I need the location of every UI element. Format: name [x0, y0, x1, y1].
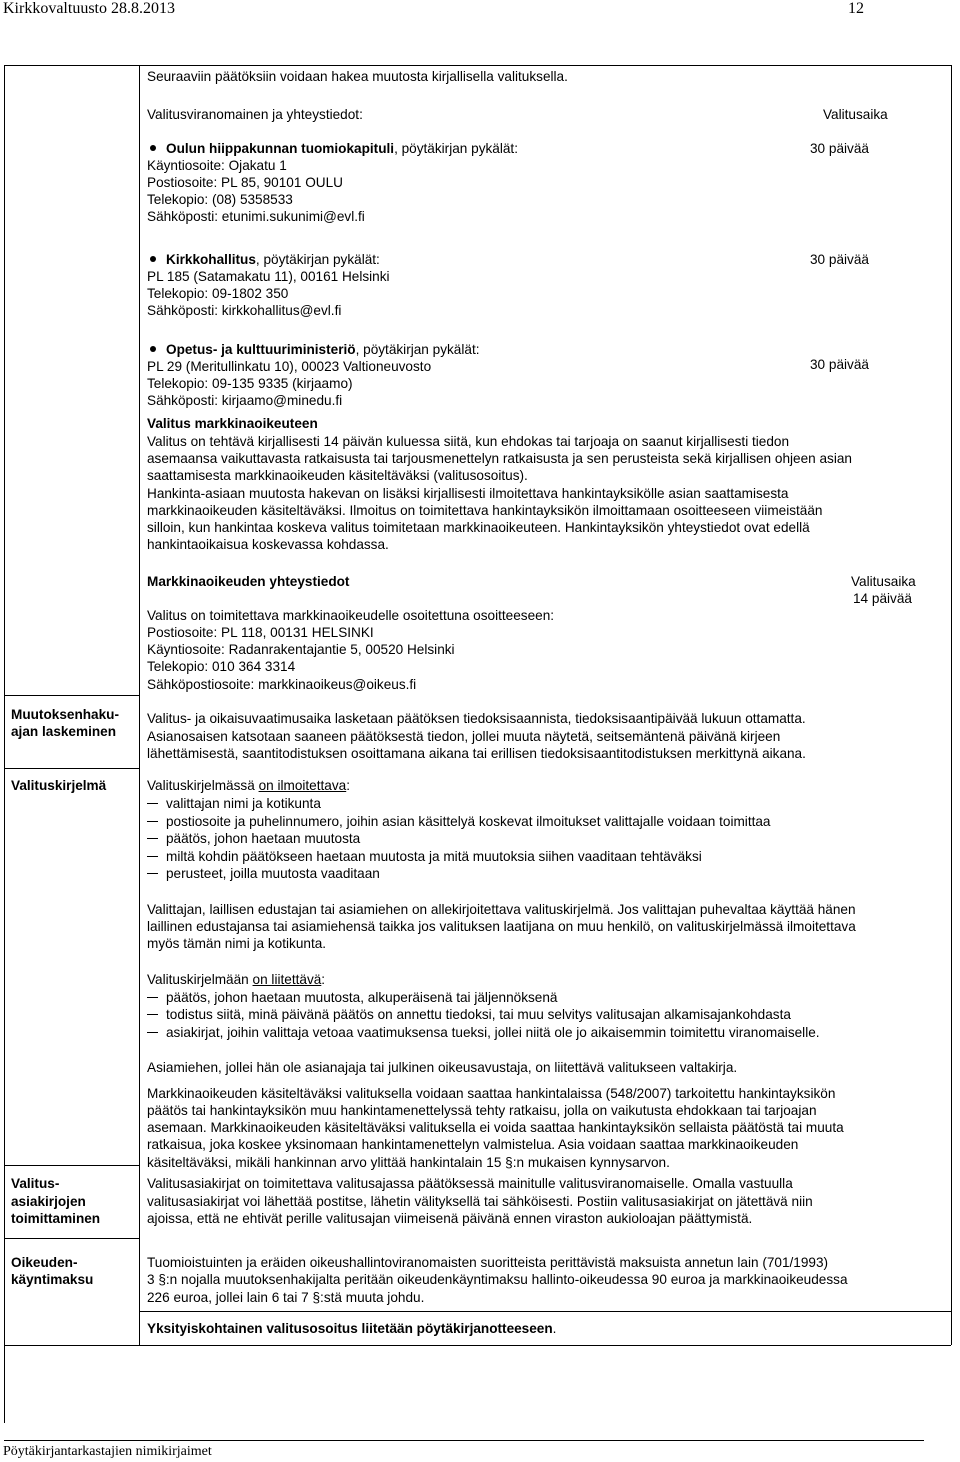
period-heading: Valitusaika — [823, 107, 888, 122]
letter-item: perusteet, joilla muutosta vaaditaan — [166, 866, 380, 881]
delivery-text-line: valitusasiakirjat voi lähettää postitse, lähetin välityksellä tai sähköisesti. Postiin valitusasiakirjat on jätettävä niin — [147, 1194, 813, 1209]
authority-suffix: , pöytäkirjan pykälät: — [355, 342, 480, 357]
delivery-text-line: ajoissa, että ne ehtivät perille valitusajan viimeisenä päivänä ennen viraston aukioloajan päättymistä. — [147, 1211, 753, 1226]
dash-icon — [147, 803, 158, 804]
delivery-label-line: asiakirjojen — [11, 1194, 86, 1209]
attachment-note-period: . — [552, 1321, 557, 1336]
market-heading: Valitus markkinaoikeuteen — [147, 416, 318, 431]
authority-suffix: , pöytäkirjan pykälät: — [255, 252, 380, 267]
market-text-line: Valitus on tehtävä kirjallisesti 14 päivän kuluessa siitä, kun ehdokas tai tarjoaja on saanut kirjallisesti tiedon — [147, 434, 790, 449]
fee-label-line: Oikeuden- — [11, 1255, 78, 1270]
dash-icon — [147, 856, 158, 857]
attach-intro-text: Valituskirjelmään — [147, 972, 253, 987]
letter-intro-underlined: on ilmoitettava — [258, 778, 347, 793]
letter-item: miltä kohdin päätökseen haetaan muutosta ja mitä muutoksia siihen vaaditaan tehtäväksi — [166, 849, 702, 864]
market-text-line: asemaansa vaikuttavasta ratkaisusta tai tarjousmenettelyn ratkaisusta ja sen perusteista sekä kirjallisen ohjeen asian — [147, 451, 852, 466]
letter-intro-text: Valituskirjelmässä — [147, 778, 259, 793]
bullet-icon — [150, 256, 156, 262]
authority-detail: Telekopio: 09-135 9335 (kirjaamo) — [147, 376, 353, 391]
letter-item: päätös, johon haetaan muutosta — [166, 831, 361, 846]
market-contact-line: Telekopio: 010 364 3314 — [147, 659, 296, 674]
letter-attach-intro — [147, 971, 325, 988]
delivery-label-line: Valitus- — [11, 1176, 60, 1191]
note-box-top-line — [139, 1311, 951, 1312]
frame-left-line — [4, 65, 5, 1423]
delivery-label-line: toimittaminen — [11, 1211, 101, 1226]
letter-market-line: ratkaisua, joka koskee yksinomaan hankintamenettelyn valmistelua. Asia voidaan saattaa markkinaoikeuden — [147, 1137, 799, 1152]
authority-period: 30 päivää — [810, 252, 869, 267]
frame-top-line — [4, 65, 952, 66]
authority-suffix: , pöytäkirjan pykälät: — [394, 141, 518, 156]
fee-text-line: 226 euroa, jollei lain 6 tai 7 §:stä muuta johdu. — [147, 1290, 425, 1305]
market-text-line: silloin, kun hankintaa koskeva valitus toimitetaan markkinaoikeuteen. Hankintayksikön yhteystiedot ovat edellä — [147, 520, 810, 535]
attach-item: todistus siitä, minä päivänä päätös on annettu tiedoksi, tai muu selvitys valitusajan alkamisajankohdasta — [166, 1007, 791, 1022]
authority-name: Opetus- ja kulttuuriministeriö — [166, 342, 356, 357]
fee-label-line: käyntimaksu — [11, 1272, 94, 1287]
label-divider-line — [4, 1238, 139, 1239]
page-number: 12 — [848, 0, 864, 17]
market-text-line: Hankinta-asiaan muutosta hakevan on lisäksi kirjallisesti ilmoitettava hankintayksikölle asian saattamisesta — [147, 486, 789, 501]
calc-label-line: Muutoksenhaku- — [11, 707, 119, 722]
market-contact-line: Sähköpostiosoite: markkinaoikeus@oikeus.fi — [147, 677, 417, 692]
calc-text-line: lähettämisestä, saantitodistuksen osoittamana aikana tai erillisen tiedoksisaantitodistuksen merkittynä aikana. — [147, 746, 806, 761]
authority-detail: PL 185 (Satamakatu 11), 00161 Helsinki — [147, 269, 390, 284]
letter-item: valittajan nimi ja kotikunta — [166, 796, 321, 811]
letter-sign-line: myös tämän nimi ja kotikunta. — [147, 936, 327, 951]
market-contact-heading: Markkinaoikeuden yhteystiedot — [147, 574, 350, 589]
intro-text: Seuraaviin päätöksiin voidaan hakea muutosta kirjallisella valituksella. — [147, 69, 568, 84]
note-box-bottom-line — [139, 1345, 951, 1346]
bullet-icon — [150, 346, 156, 352]
authority-name-line — [166, 341, 480, 358]
column-divider-line — [139, 65, 140, 1345]
dash-icon — [147, 821, 158, 822]
letter-intro-colon: : — [346, 778, 350, 793]
label-divider-line — [4, 1345, 139, 1346]
attach-intro-colon: : — [321, 972, 326, 987]
document-header-title: Kirkkovaltuusto 28.8.2013 — [3, 0, 175, 17]
market-text-line: markkinaoikeuden käsiteltäväksi. Ilmoitus on toimitettava hankintayksikön ilmoittamaan osoitteeseen viimeistään — [147, 503, 823, 518]
market-period-value: 14 päivää — [853, 591, 912, 606]
letter-market-line: käsiteltäväksi, mikäli hankinnan arvo ylittää hankintalain 15 §:n mukaisen kynnysarvon. — [147, 1155, 670, 1170]
authority-detail: Postiosoite: PL 85, 90101 OULU — [147, 175, 343, 190]
market-contact-line: Käyntiosoite: Radanrakentajantie 5, 00520 Helsinki — [147, 642, 455, 657]
attachment-note-bold: Yksityiskohtainen valitusosoitus liitetään pöytäkirjanotteeseen — [147, 1321, 553, 1336]
calc-text-line: Valitus- ja oikaisuvaatimusaika lasketaan päätöksen tiedoksisaannista, tiedoksisaantipäivää lukuun ottamatta. — [147, 711, 806, 726]
authority-name: Kirkkohallitus — [166, 252, 256, 267]
calc-text-line: Asianosaisen katsotaan saaneen päätöksestä tiedon, jollei muuta näytetä, seitsemäntenä päivänä kirjeen — [147, 729, 781, 744]
label-divider-line — [4, 695, 139, 696]
dash-icon — [147, 838, 158, 839]
attach-item: asiakirjat, joihin valittaja vetoaa vaatimuksensa tueksi, jollei niitä ole jo aikaisemmin toimitettu viranomaiselle. — [166, 1025, 820, 1040]
label-divider-line — [4, 1165, 139, 1166]
letter-item: postiosoite ja puhelinnumero, joihin asian käsittelyä koskevat ilmoitukset valittajalle voidaan toimittaa — [166, 814, 771, 829]
label-divider-line — [4, 768, 139, 769]
letter-sign-line: laillinen edustajansa tai asiamiehensä taikka jos valituksen laatijana on muu henkilö, on valituskirjelmässä ilmoitettava — [147, 919, 856, 934]
letter-market-line: asemaan. Markkinaoikeuden käsiteltäväksi valituksella ei voida saattaa hankintayksikön sellaista päätöstä tai muuta — [147, 1120, 844, 1135]
attachment-note — [147, 1320, 556, 1337]
bullet-icon — [150, 145, 156, 151]
authority-detail: Telekopio: (08) 5358533 — [147, 192, 293, 207]
authority-period: 30 päivää — [810, 141, 869, 156]
authority-name-line — [166, 251, 380, 268]
authority-heading: Valitusviranomainen ja yhteystiedot: — [147, 107, 363, 122]
calc-label-line: ajan laskeminen — [11, 724, 117, 739]
dash-icon — [147, 1032, 158, 1033]
letter-market-line: Markkinaoikeuden käsiteltäväksi valituksella voidaan saattaa hankintalaissa (548/2007) tarkoitettu hankintayksikön — [147, 1086, 836, 1101]
agent-line: Asiamiehen, jollei hän ole asianajaja tai julkinen oikeusavustaja, on liitettävä valitukseen valtakirja. — [147, 1060, 738, 1075]
authority-detail: Sähköposti: etunimi.sukunimi@evl.fi — [147, 209, 365, 224]
fee-text-line: Tuomioistuinten ja eräiden oikeushallintoviranomaisten suoritteista perittävistä maksuista annetun lain (701/1993) — [147, 1255, 829, 1270]
authority-detail: Sähköposti: kirjaamo@minedu.fi — [147, 393, 343, 408]
frame-right-line — [951, 65, 952, 1345]
letter-sign-line: Valittajan, laillisen edustajan tai asiamiehen on allekirjoitettava valituskirjelmä. Jos valittajan puhevaltaa käyttää hänen — [147, 902, 856, 917]
authority-detail: PL 29 (Meritullinkatu 10), 00023 Valtioneuvosto — [147, 359, 432, 374]
footer-text: Pöytäkirjantarkastajien nimikirjaimet — [3, 1444, 212, 1459]
authority-detail: Käyntiosoite: Ojakatu 1 — [147, 158, 287, 173]
market-text-line: hankintaoikaisua koskevassa kohdassa. — [147, 537, 389, 552]
dash-icon — [147, 1014, 158, 1015]
fee-text-line: 3 §:n nojalla muutoksenhakijalta peritään oikeudenkäyntimaksu hallinto-oikeudessa 90 euroa ja markkinaoikeudessa — [147, 1272, 848, 1287]
market-contact-line: Valitus on toimitettava markkinaoikeudelle osoitettuna osoitteeseen: — [147, 608, 555, 623]
market-contact-line: Postiosoite: PL 118, 00131 HELSINKI — [147, 625, 374, 640]
dash-icon — [147, 997, 158, 998]
attach-intro-underlined: on liitettävä — [252, 972, 322, 987]
delivery-text-line: Valitusasiakirjat on toimitettava valitusajassa päätöksessä mainitulle valitusviranomaiselle. Omalla vastuulla — [147, 1176, 793, 1191]
footer-line — [4, 1440, 924, 1441]
letter-label: Valituskirjelmä — [11, 778, 107, 793]
letter-intro — [147, 777, 350, 794]
attach-item: päätös, johon haetaan muutosta, alkuperäisenä tai jäljennöksenä — [166, 990, 558, 1005]
letter-market-line: päätös tai hankintayksikön muu hankintamenettelyssä tehty ratkaisu, jolla on vaikutusta ehdokkaan tai tarjoajan — [147, 1103, 817, 1118]
market-period-label: Valitusaika — [851, 574, 916, 589]
authority-detail: Sähköposti: kirkkohallitus@evl.fi — [147, 303, 342, 318]
dash-icon — [147, 873, 158, 874]
authority-name-line — [166, 140, 518, 157]
authority-period: 30 päivää — [810, 357, 869, 372]
market-text-line: saattamisesta markkinaoikeuden käsiteltäväksi (valitusosoitus). — [147, 468, 528, 483]
authority-detail: Telekopio: 09-1802 350 — [147, 286, 289, 301]
authority-name: Oulun hiippakunnan tuomiokapituli — [166, 141, 395, 156]
